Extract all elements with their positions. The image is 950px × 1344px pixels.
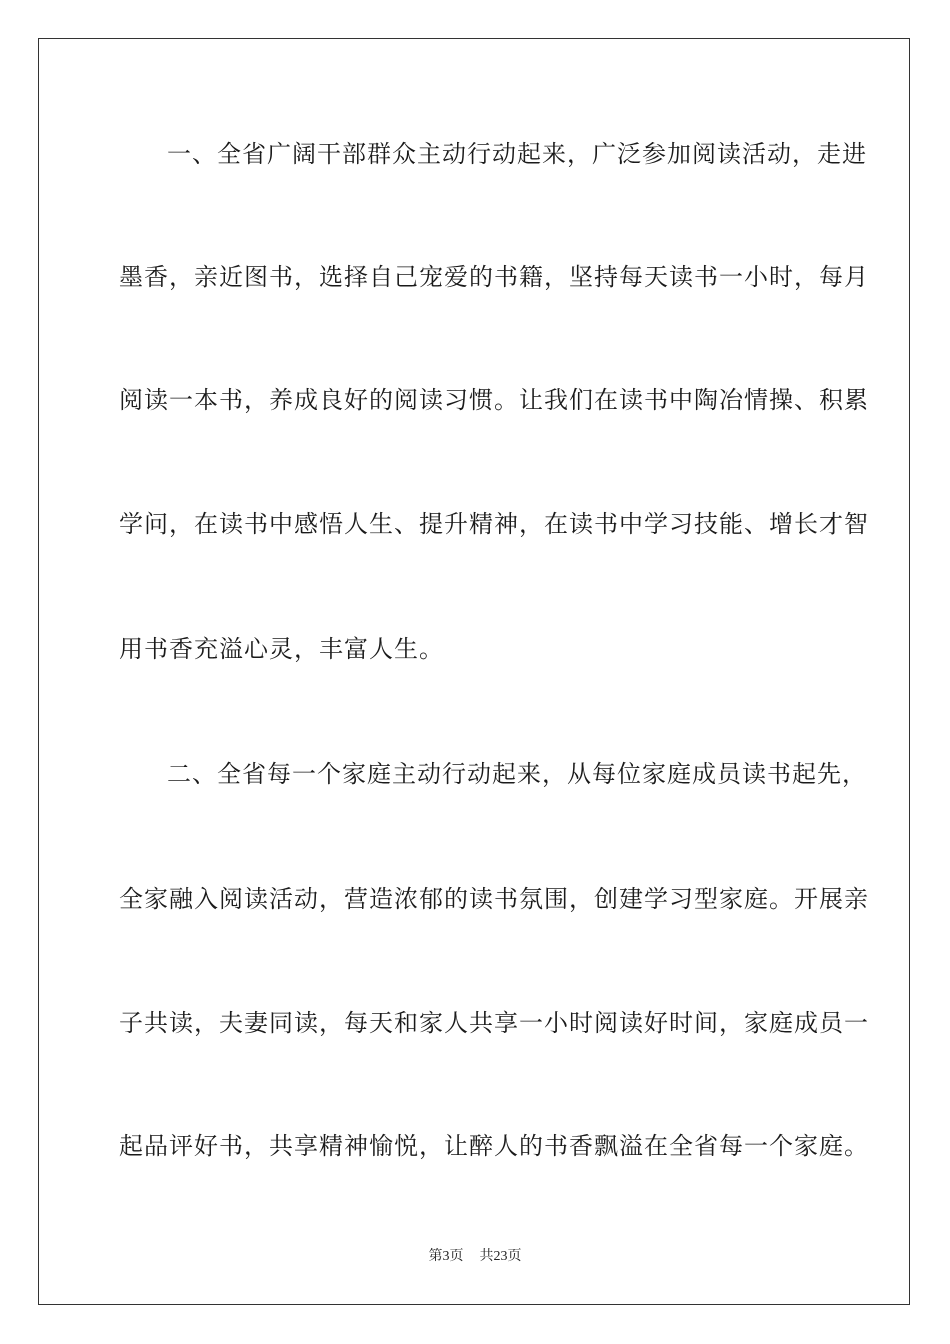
text-line: 阅读一本书，养成良好的阅读习惯。让我们在读书中陶冶情操、积累: [119, 386, 869, 414]
text-line: 墨香，亲近图书，选择自己宠爱的书籍，坚持每天读书一小时，每月: [119, 263, 869, 291]
text-line: 起品评好书，共享精神愉悦，让醉人的书香飘溢在全省每一个家庭。: [119, 1132, 869, 1160]
page-total: 共23页: [479, 1249, 522, 1264]
text-line: 全家融入阅读活动，营造浓郁的读书氛围，创建学习型家庭。开展亲: [119, 885, 869, 913]
text-line: 二、全省每一个家庭主动行动起来，从每位家庭成员读书起先，: [167, 760, 867, 788]
text-line: 用书香充溢心灵，丰富人生。: [119, 635, 444, 663]
page-border: [38, 38, 910, 1305]
page-footer: [0, 1248, 950, 1266]
page-number: 第3页: [428, 1249, 464, 1264]
text-line: 一、全省广阔干部群众主动行动起来，广泛参加阅读活动，走进: [167, 140, 867, 168]
text-line: 子共读，夫妻同读，每天和家人共享一小时阅读好时间，家庭成员一: [119, 1009, 869, 1037]
text-line: 学问，在读书中感悟人生、提升精神，在读书中学习技能、增长才智: [119, 510, 869, 538]
